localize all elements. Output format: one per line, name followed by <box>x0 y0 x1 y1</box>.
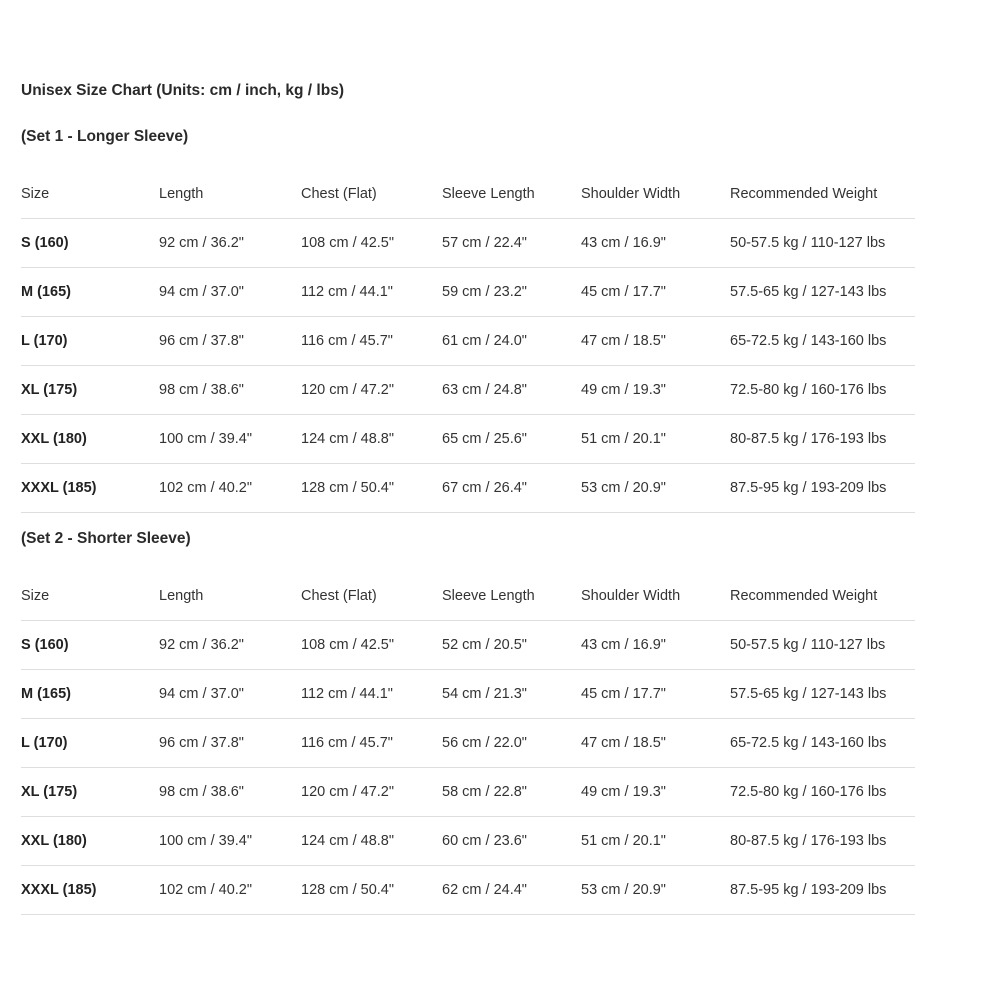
length-cell: 94 cm / 37.0" <box>159 268 301 317</box>
sleeve-length-cell: 67 cm / 26.4" <box>442 464 581 513</box>
sleeve-length-cell: 61 cm / 24.0" <box>442 317 581 366</box>
shoulder-width-cell: 45 cm / 17.7" <box>581 268 730 317</box>
table-body-set-1 <box>21 219 915 513</box>
length-cell: 100 cm / 39.4" <box>159 415 301 464</box>
table-header-row <box>21 572 915 621</box>
chest-cell: 120 cm / 47.2" <box>301 768 442 817</box>
column-header-shoulder-width: Shoulder Width <box>581 572 730 621</box>
table-body-set-2 <box>21 621 915 915</box>
chest-cell: 128 cm / 50.4" <box>301 464 442 513</box>
size-cell: S (160) <box>21 621 159 670</box>
chest-cell: 128 cm / 50.4" <box>301 866 442 915</box>
column-header-length: Length <box>159 170 301 219</box>
sleeve-length-cell: 52 cm / 20.5" <box>442 621 581 670</box>
table-row <box>21 621 915 670</box>
shoulder-width-cell: 53 cm / 20.9" <box>581 866 730 915</box>
table-row <box>21 817 915 866</box>
recommended-weight-cell: 72.5-80 kg / 160-176 lbs <box>730 366 915 415</box>
length-cell: 94 cm / 37.0" <box>159 670 301 719</box>
column-header-length: Length <box>159 572 301 621</box>
size-cell: L (170) <box>21 719 159 768</box>
sleeve-length-cell: 57 cm / 22.4" <box>442 219 581 268</box>
recommended-weight-cell: 65-72.5 kg / 143-160 lbs <box>730 719 915 768</box>
sleeve-length-cell: 63 cm / 24.8" <box>442 366 581 415</box>
table-row <box>21 366 915 415</box>
table-row <box>21 268 915 317</box>
table-row <box>21 719 915 768</box>
size-cell: M (165) <box>21 670 159 719</box>
table-row <box>21 464 915 513</box>
column-header-size: Size <box>21 572 159 621</box>
chest-cell: 112 cm / 44.1" <box>301 670 442 719</box>
chest-cell: 116 cm / 45.7" <box>301 317 442 366</box>
length-cell: 98 cm / 38.6" <box>159 366 301 415</box>
size-cell: XXXL (185) <box>21 866 159 915</box>
size-cell: XXXL (185) <box>21 464 159 513</box>
chest-cell: 116 cm / 45.7" <box>301 719 442 768</box>
shoulder-width-cell: 51 cm / 20.1" <box>581 817 730 866</box>
recommended-weight-cell: 87.5-95 kg / 193-209 lbs <box>730 464 915 513</box>
table-row <box>21 415 915 464</box>
column-header-recommended-weight: Recommended Weight <box>730 170 915 219</box>
recommended-weight-cell: 87.5-95 kg / 193-209 lbs <box>730 866 915 915</box>
length-cell: 96 cm / 37.8" <box>159 719 301 768</box>
chest-cell: 108 cm / 42.5" <box>301 621 442 670</box>
column-header-recommended-weight: Recommended Weight <box>730 572 915 621</box>
shoulder-width-cell: 53 cm / 20.9" <box>581 464 730 513</box>
sleeve-length-cell: 65 cm / 25.6" <box>442 415 581 464</box>
chest-cell: 108 cm / 42.5" <box>301 219 442 268</box>
shoulder-width-cell: 49 cm / 19.3" <box>581 366 730 415</box>
chest-cell: 120 cm / 47.2" <box>301 366 442 415</box>
size-cell: XXL (180) <box>21 817 159 866</box>
set-1-title: (Set 1 - Longer Sleeve) <box>21 128 189 145</box>
table-row <box>21 219 915 268</box>
length-cell: 96 cm / 37.8" <box>159 317 301 366</box>
chest-cell: 124 cm / 48.8" <box>301 817 442 866</box>
size-table-set-2 <box>21 572 915 915</box>
page-title: Unisex Size Chart (Units: cm / inch, kg / lbs) <box>21 82 344 99</box>
shoulder-width-cell: 49 cm / 19.3" <box>581 768 730 817</box>
recommended-weight-cell: 50-57.5 kg / 110-127 lbs <box>730 621 915 670</box>
length-cell: 102 cm / 40.2" <box>159 866 301 915</box>
sleeve-length-cell: 62 cm / 24.4" <box>442 866 581 915</box>
set-2-title: (Set 2 - Shorter Sleeve) <box>21 530 191 547</box>
shoulder-width-cell: 47 cm / 18.5" <box>581 719 730 768</box>
recommended-weight-cell: 57.5-65 kg / 127-143 lbs <box>730 268 915 317</box>
sleeve-length-cell: 60 cm / 23.6" <box>442 817 581 866</box>
table-row <box>21 768 915 817</box>
column-header-chest: Chest (Flat) <box>301 170 442 219</box>
sleeve-length-cell: 58 cm / 22.8" <box>442 768 581 817</box>
column-header-sleeve-length: Sleeve Length <box>442 572 581 621</box>
shoulder-width-cell: 45 cm / 17.7" <box>581 670 730 719</box>
sleeve-length-cell: 54 cm / 21.3" <box>442 670 581 719</box>
column-header-shoulder-width: Shoulder Width <box>581 170 730 219</box>
column-header-size: Size <box>21 170 159 219</box>
length-cell: 92 cm / 36.2" <box>159 621 301 670</box>
chest-cell: 124 cm / 48.8" <box>301 415 442 464</box>
sleeve-length-cell: 56 cm / 22.0" <box>442 719 581 768</box>
length-cell: 92 cm / 36.2" <box>159 219 301 268</box>
shoulder-width-cell: 43 cm / 16.9" <box>581 621 730 670</box>
recommended-weight-cell: 65-72.5 kg / 143-160 lbs <box>730 317 915 366</box>
recommended-weight-cell: 80-87.5 kg / 176-193 lbs <box>730 415 915 464</box>
column-header-chest: Chest (Flat) <box>301 572 442 621</box>
table-header-row <box>21 170 915 219</box>
sleeve-length-cell: 59 cm / 23.2" <box>442 268 581 317</box>
size-cell: L (170) <box>21 317 159 366</box>
chest-cell: 112 cm / 44.1" <box>301 268 442 317</box>
size-cell: XL (175) <box>21 768 159 817</box>
size-cell: M (165) <box>21 268 159 317</box>
size-cell: S (160) <box>21 219 159 268</box>
recommended-weight-cell: 80-87.5 kg / 176-193 lbs <box>730 817 915 866</box>
size-cell: XL (175) <box>21 366 159 415</box>
length-cell: 100 cm / 39.4" <box>159 817 301 866</box>
recommended-weight-cell: 57.5-65 kg / 127-143 lbs <box>730 670 915 719</box>
shoulder-width-cell: 43 cm / 16.9" <box>581 219 730 268</box>
table-row <box>21 670 915 719</box>
shoulder-width-cell: 47 cm / 18.5" <box>581 317 730 366</box>
column-header-sleeve-length: Sleeve Length <box>442 170 581 219</box>
size-cell: XXL (180) <box>21 415 159 464</box>
recommended-weight-cell: 50-57.5 kg / 110-127 lbs <box>730 219 915 268</box>
shoulder-width-cell: 51 cm / 20.1" <box>581 415 730 464</box>
length-cell: 102 cm / 40.2" <box>159 464 301 513</box>
length-cell: 98 cm / 38.6" <box>159 768 301 817</box>
table-row <box>21 866 915 915</box>
recommended-weight-cell: 72.5-80 kg / 160-176 lbs <box>730 768 915 817</box>
size-table-set-1 <box>21 170 915 513</box>
table-row <box>21 317 915 366</box>
